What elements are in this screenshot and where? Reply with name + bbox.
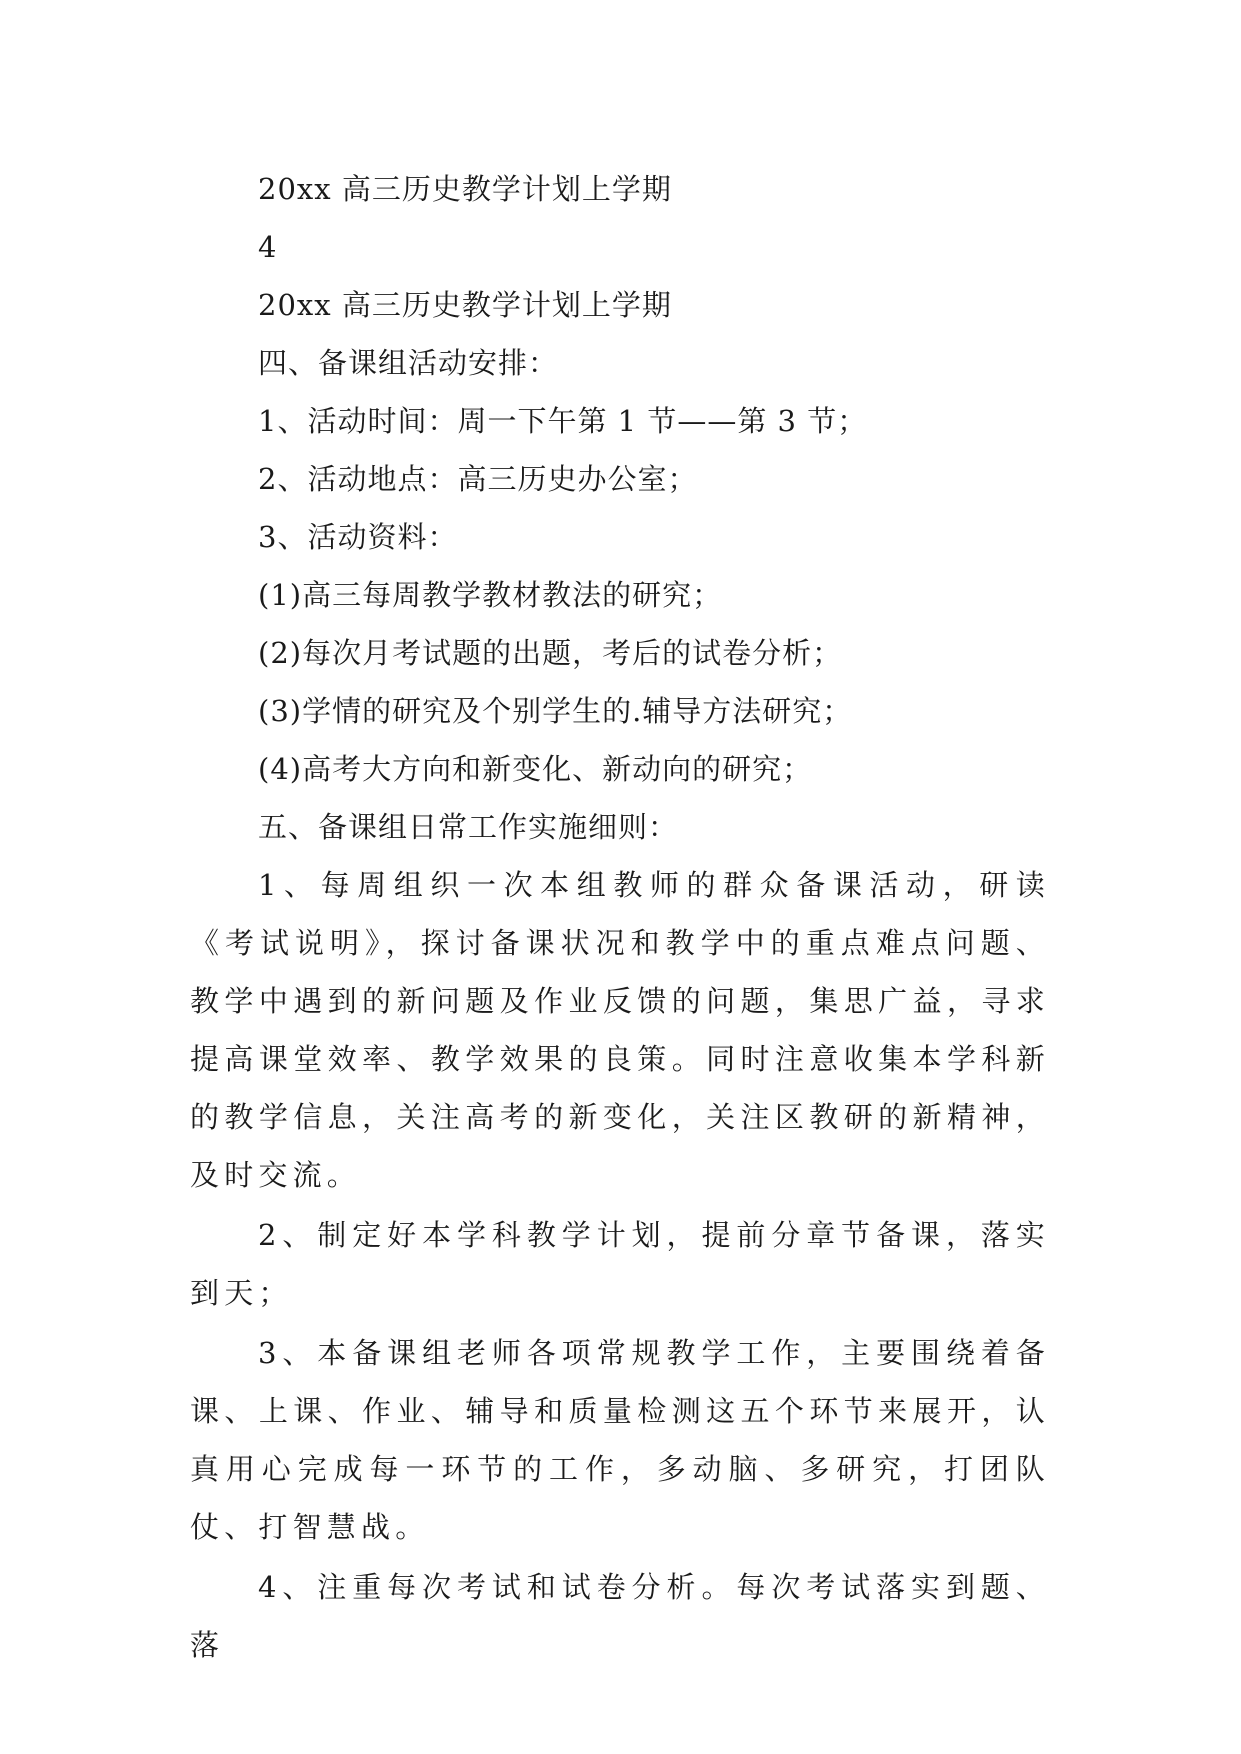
document-body xyxy=(190,160,1050,1674)
rule-paragraph-2: 2、制定好本学科教学计划，提前分章节备课，落实到天； xyxy=(190,1218,1050,1310)
activity-location-item: 2、活动地点：高三历史办公室； xyxy=(258,462,698,496)
content-subitem-2: (2)每次月考试题的出题，考后的试卷分析； xyxy=(258,636,843,670)
document-title: 20xx 高三历史教学计划上学期 xyxy=(258,172,672,206)
section-5-heading: 五、备课组日常工作实施细则： xyxy=(258,810,679,844)
activity-content-item: 3、活动资料： xyxy=(258,520,458,554)
document-title-repeat: 20xx 高三历史教学计划上学期 xyxy=(258,288,672,322)
section-4-heading: 四、备课组活动安排： xyxy=(258,346,559,380)
rule-paragraph-4: 4、注重每次考试和试卷分析。每次考试落实到题、落 xyxy=(190,1570,1050,1662)
rule-paragraph-3: 3、本备课组老师各项常规教学工作，主要围绕着备课、上课、作业、辅导和质量检测这五个环节来展开，认真用心完成每一环节的工作，多动脑、多研究，打团队仗、打智慧战。 xyxy=(190,1336,1050,1544)
rule-paragraph-1: 1、每周组织一次本组教师的群众备课活动，研读《考试说明》，探讨备课状况和教学中的重点难点问题、教学中遇到的新问题及作业反馈的问题，集思广益，寻求提高课堂效率、教学效果的良策。同时注意收集本学科新的教学信息，关注高考的新变化，关注区教研的新精神，及时交流。 xyxy=(190,868,1050,1192)
content-subitem-1: (1)高三每周教学教材教法的研究； xyxy=(258,578,723,612)
content-subitem-3: (3)学情的研究及个别学生的.辅导方法研究； xyxy=(258,694,853,728)
activity-time-item: 1、活动时间：周一下午第 1 节——第 3 节； xyxy=(258,404,868,438)
page-number: 4 xyxy=(258,230,278,264)
content-subitem-4: (4)高考大方向和新变化、新动向的研究； xyxy=(258,752,813,786)
